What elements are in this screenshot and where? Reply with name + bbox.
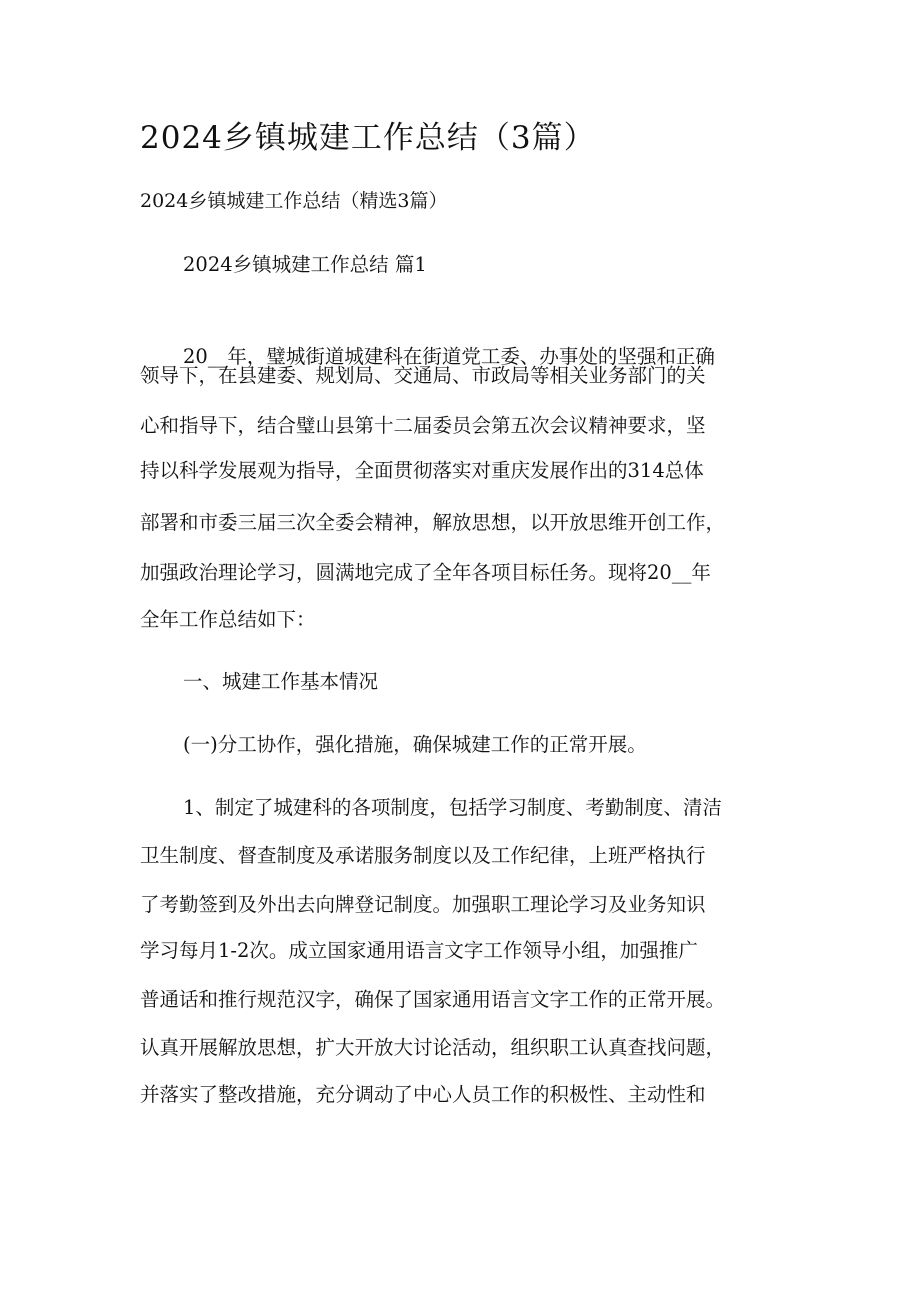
paragraph-line: 心和指导下，结合璧山县第十二届委员会第五次会议精神要求，坚	[140, 414, 706, 437]
paragraph-line: 学习每月1-2次。成立国家通用语言文字工作领导小组，加强推广	[140, 939, 698, 962]
heading-1: 一、城建工作基本情况	[183, 670, 379, 693]
document-subtitle: 2024乡镇城建工作总结（精选3篇）	[140, 190, 448, 212]
paragraph-line: 加强政治理论学习，圆满地完成了全年各项目标任务。现将20__年	[140, 561, 711, 584]
paragraph-line: 卫生制度、督查制度及承诺服务制度以及工作纪律，上班严格执行	[140, 844, 706, 867]
document-title: 2024乡镇城建工作总结（3篇）	[140, 120, 596, 156]
paragraph-line: 持以科学发展观为指导，全面贯彻落实对重庆发展作出的314总体	[140, 459, 704, 482]
paragraph-line: 认真开展解放思想，扩大开放大讨论活动，组织职工认真查找问题，	[140, 1036, 726, 1059]
paragraph-line: 20__年，璧城街道城建科在街道党工委、办事处的坚强和正确	[183, 345, 715, 368]
paragraph-line: 1、制定了城建科的各项制度，包括学习制度、考勤制度、清洁	[183, 796, 722, 819]
paragraph-line: 部署和市委三届三次全委会精神，解放思想，以开放思维开创工作，	[140, 511, 726, 534]
paragraph-line: 了考勤签到及外出去向牌登记制度。加强职工理论学习及业务知识	[140, 893, 706, 916]
section-heading: 2024乡镇城建工作总结 篇1	[183, 253, 427, 276]
paragraph-line: 并落实了整改措施，充分调动了中心人员工作的积极性、主动性和	[140, 1083, 706, 1106]
heading-2: (一)分工协作，强化措施，确保城建工作的正常开展。	[183, 733, 647, 756]
paragraph-line: 全年工作总结如下：	[140, 608, 316, 631]
paragraph-line: 普通话和推行规范汉字，确保了国家通用语言文字工作的正常开展。	[140, 988, 726, 1011]
paragraph-line: 领导下，在县建委、规划局、交通局、市政局等相关业务部门的关	[140, 364, 706, 387]
